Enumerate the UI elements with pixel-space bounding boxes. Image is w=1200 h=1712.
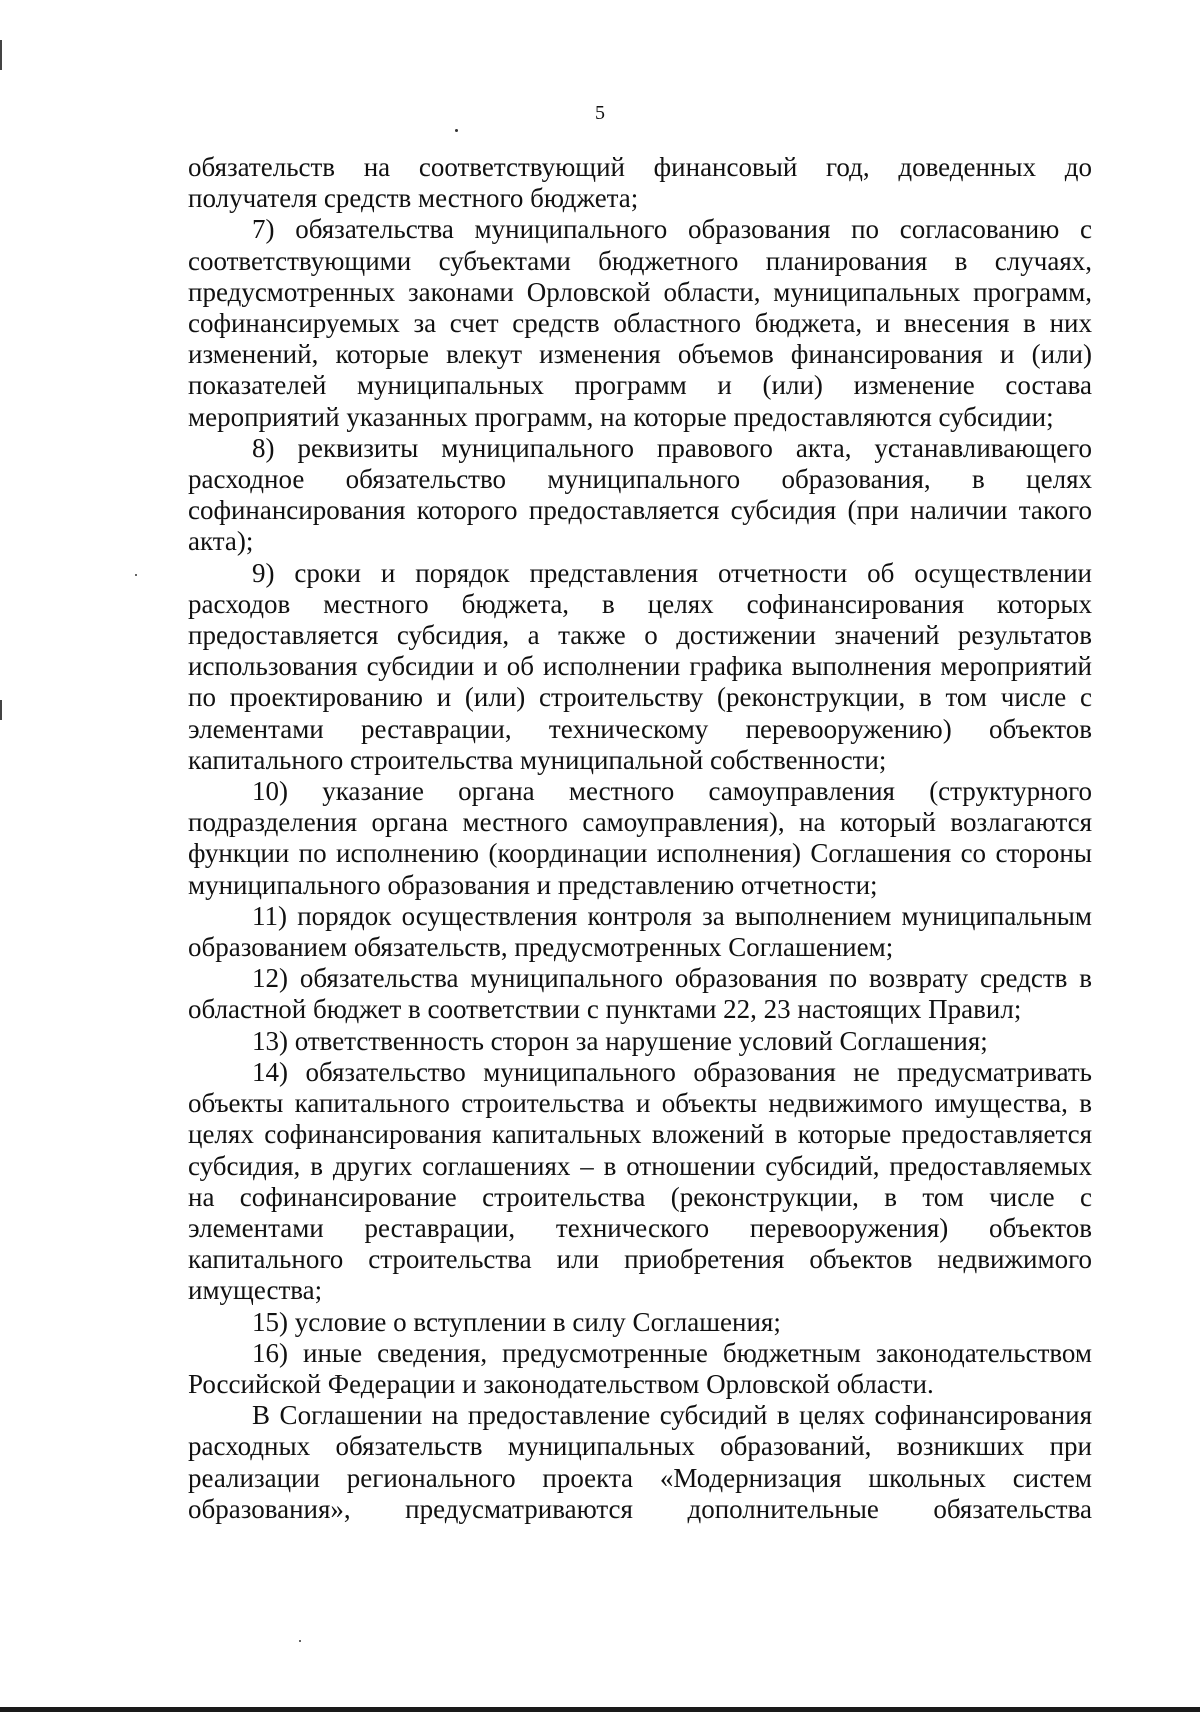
paragraph-item-14: 14) обязательство муниципального образования не предусматривать объекты капитального строительства и объекты недвижимого имущества, в целях софинансирования капитальных вложений в которые предоставляется субсидия, в других соглашениях – в отношении субсидий, предоставляемых на софинансирование строительства (реконструкции, в том числе с элементами реставрации, технического перевооружения) объектов капитального строительства или приобретения объектов недвижимого имущества; xyxy=(188,1056,1092,1306)
paragraph-item-16: 16) иные сведения, предусмотренные бюджетным законодательством Российской Федерации и законодательством Орловской области. xyxy=(188,1337,1092,1399)
paragraph-agreement-additional: В Соглашении на предоставление субсидий в целях софинансирования расходных обязательств муниципальных образований, возникших при реализации регионального проекта «Модернизация школьных систем образования», предусматриваются дополнительные обязательства xyxy=(188,1400,1092,1524)
scan-speck xyxy=(299,1640,301,1642)
paragraph-item-15: 15) условие о вступлении в силу Соглашения; xyxy=(252,1306,781,1337)
paragraph-item-8: 8) реквизиты муниципального правового акта, устанавливающего расходное обязательство муниципального образования, в целях софинансирования которого предоставляется субсидия (при наличии такого акта); xyxy=(188,432,1092,557)
paragraph-item-11: 11) порядок осуществления контроля за выполнением муниципальным образованием обязательств, предусмотренных Соглашением; xyxy=(188,900,1092,963)
scan-edge-mark xyxy=(0,40,2,70)
scan-speck xyxy=(135,574,137,576)
paragraph-item-12: 12) обязательства муниципального образования по возврату средств в областной бюджет в соответствии с пунктами 22, 23 настоящих Правил; xyxy=(188,963,1092,1025)
scan-speck xyxy=(455,129,458,132)
paragraph-item-9: 9) сроки и порядок представления отчетности об осуществлении расходов местного бюджета, в целях софинансирования которых предоставляется субсидия, а также о достижении значений результатов использования субсидии и об исполнении графика выполнения мероприятий по проектированию и (или) строительству (реконструкции, в том числе с элементами реставрации, техническому перевооружению) объектов капитального строительства муниципальной собственности; xyxy=(188,557,1092,775)
page-number: 5 xyxy=(595,102,605,124)
scan-bottom-edge xyxy=(0,1707,1200,1712)
paragraph-item-13: 13) ответственность сторон за нарушение условий Соглашения; xyxy=(252,1025,988,1056)
paragraph-continuation: обязательств на соответствующий финансовый год, доведенных до получателя средств местного бюджета; xyxy=(188,152,1092,214)
scan-edge-mark xyxy=(0,700,2,720)
paragraph-item-10: 10) указание органа местного самоуправления (структурного подразделения органа местного самоуправления), на который возлагаются функции по исполнению (координации исполнения) Соглашения со стороны муниципального образования и представлению отчетности; xyxy=(188,776,1092,900)
document-body xyxy=(188,152,1092,1525)
paragraph-item-7: 7) обязательства муниципального образования по согласованию с соответствующими субъектами бюджетного планирования в случаях, предусмотренных законами Орловской области, муниципальных программ, софинансируемых за счет средств областного бюджета, и внесения в них изменений, которые влекут изменения объемов финансирования и (или) показателей муниципальных программ и (или) изменение состава мероприятий указанных программ, на которые предоставляются субсидии; xyxy=(188,214,1092,432)
